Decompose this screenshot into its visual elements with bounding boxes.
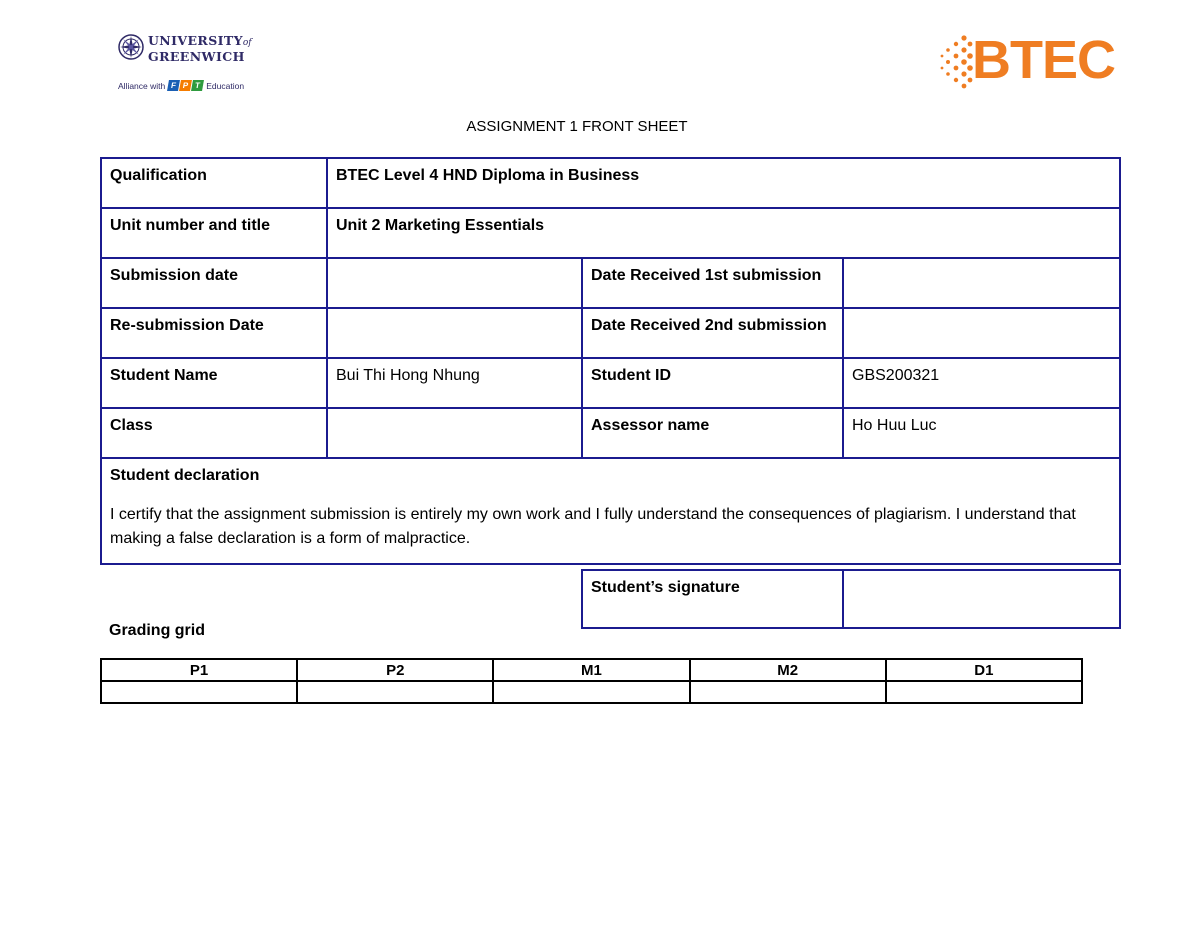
signature-field[interactable] bbox=[843, 570, 1120, 628]
grade-cell-d1[interactable] bbox=[886, 681, 1082, 703]
declaration-cell bbox=[101, 458, 1120, 564]
grade-header-m2: M2 bbox=[690, 659, 886, 681]
grading-grid-label: Grading grid bbox=[109, 622, 205, 639]
resubmission-label: Re-submission Date bbox=[101, 308, 327, 358]
compass-seal-icon bbox=[118, 34, 144, 60]
unit-row bbox=[101, 208, 1120, 258]
fpt-logo: F P T bbox=[168, 80, 203, 91]
qualification-value: BTEC Level 4 HND Diploma in Business bbox=[327, 158, 1120, 208]
declaration-row bbox=[101, 458, 1120, 564]
class-field[interactable] bbox=[327, 408, 582, 458]
grade-header-m1: M1 bbox=[493, 659, 689, 681]
btec-wordmark: BTEC bbox=[972, 30, 1115, 90]
grade-cell-p2[interactable] bbox=[297, 681, 493, 703]
signature-label: Student’s signature bbox=[582, 570, 843, 628]
btec-dots-icon bbox=[936, 34, 976, 92]
unit-label: Unit number and title bbox=[101, 208, 327, 258]
grading-grid bbox=[100, 658, 1083, 704]
front-sheet-table bbox=[100, 157, 1121, 565]
student-name-label: Student Name bbox=[101, 358, 327, 408]
student-id-value[interactable]: GBS200321 bbox=[843, 358, 1120, 408]
submission-row bbox=[101, 258, 1120, 308]
alliance-line: Alliance with F P T Education bbox=[118, 80, 245, 91]
class-label: Class bbox=[101, 408, 327, 458]
grade-header-p2: P2 bbox=[297, 659, 493, 681]
signature-row bbox=[582, 570, 1120, 628]
submission-date-field[interactable] bbox=[327, 258, 582, 308]
submission-date-label: Submission date bbox=[101, 258, 327, 308]
unit-value: Unit 2 Marketing Essentials bbox=[327, 208, 1120, 258]
grade-cell-m2[interactable] bbox=[690, 681, 886, 703]
student-name-value[interactable]: Bui Thi Hong Nhung bbox=[327, 358, 582, 408]
btec-logo bbox=[936, 30, 1122, 92]
university-of-greenwich-logo bbox=[118, 32, 258, 94]
grade-header-d1: D1 bbox=[886, 659, 1082, 681]
qualification-row bbox=[101, 158, 1120, 208]
grading-value-row bbox=[101, 681, 1082, 703]
resubmission-row bbox=[101, 308, 1120, 358]
grade-header-p1: P1 bbox=[101, 659, 297, 681]
student-id-label: Student ID bbox=[582, 358, 843, 408]
class-row bbox=[101, 408, 1120, 458]
qualification-label: Qualification bbox=[101, 158, 327, 208]
signature-table bbox=[581, 569, 1121, 629]
declaration-text: I certify that the assignment submission is entirely my own work and I fully understand the consequences of plagiarism. I understand that making a false declaration is a form of malpractice. bbox=[110, 506, 1076, 547]
resubmission-field[interactable] bbox=[327, 308, 582, 358]
university-name: UNIVERSITYof GREENWICH bbox=[148, 33, 252, 64]
page-title: ASSIGNMENT 1 FRONT SHEET bbox=[466, 118, 688, 135]
grade-cell-p1[interactable] bbox=[101, 681, 297, 703]
student-row bbox=[101, 358, 1120, 408]
grading-header-row bbox=[101, 659, 1082, 681]
grade-cell-m1[interactable] bbox=[493, 681, 689, 703]
received-2nd-field[interactable] bbox=[843, 308, 1120, 358]
assessor-value[interactable]: Ho Huu Luc bbox=[843, 408, 1120, 458]
received-2nd-label: Date Received 2nd submission bbox=[582, 308, 843, 358]
assessor-label: Assessor name bbox=[582, 408, 843, 458]
received-1st-label: Date Received 1st submission bbox=[582, 258, 843, 308]
received-1st-field[interactable] bbox=[843, 258, 1120, 308]
declaration-title: Student declaration bbox=[110, 467, 260, 484]
